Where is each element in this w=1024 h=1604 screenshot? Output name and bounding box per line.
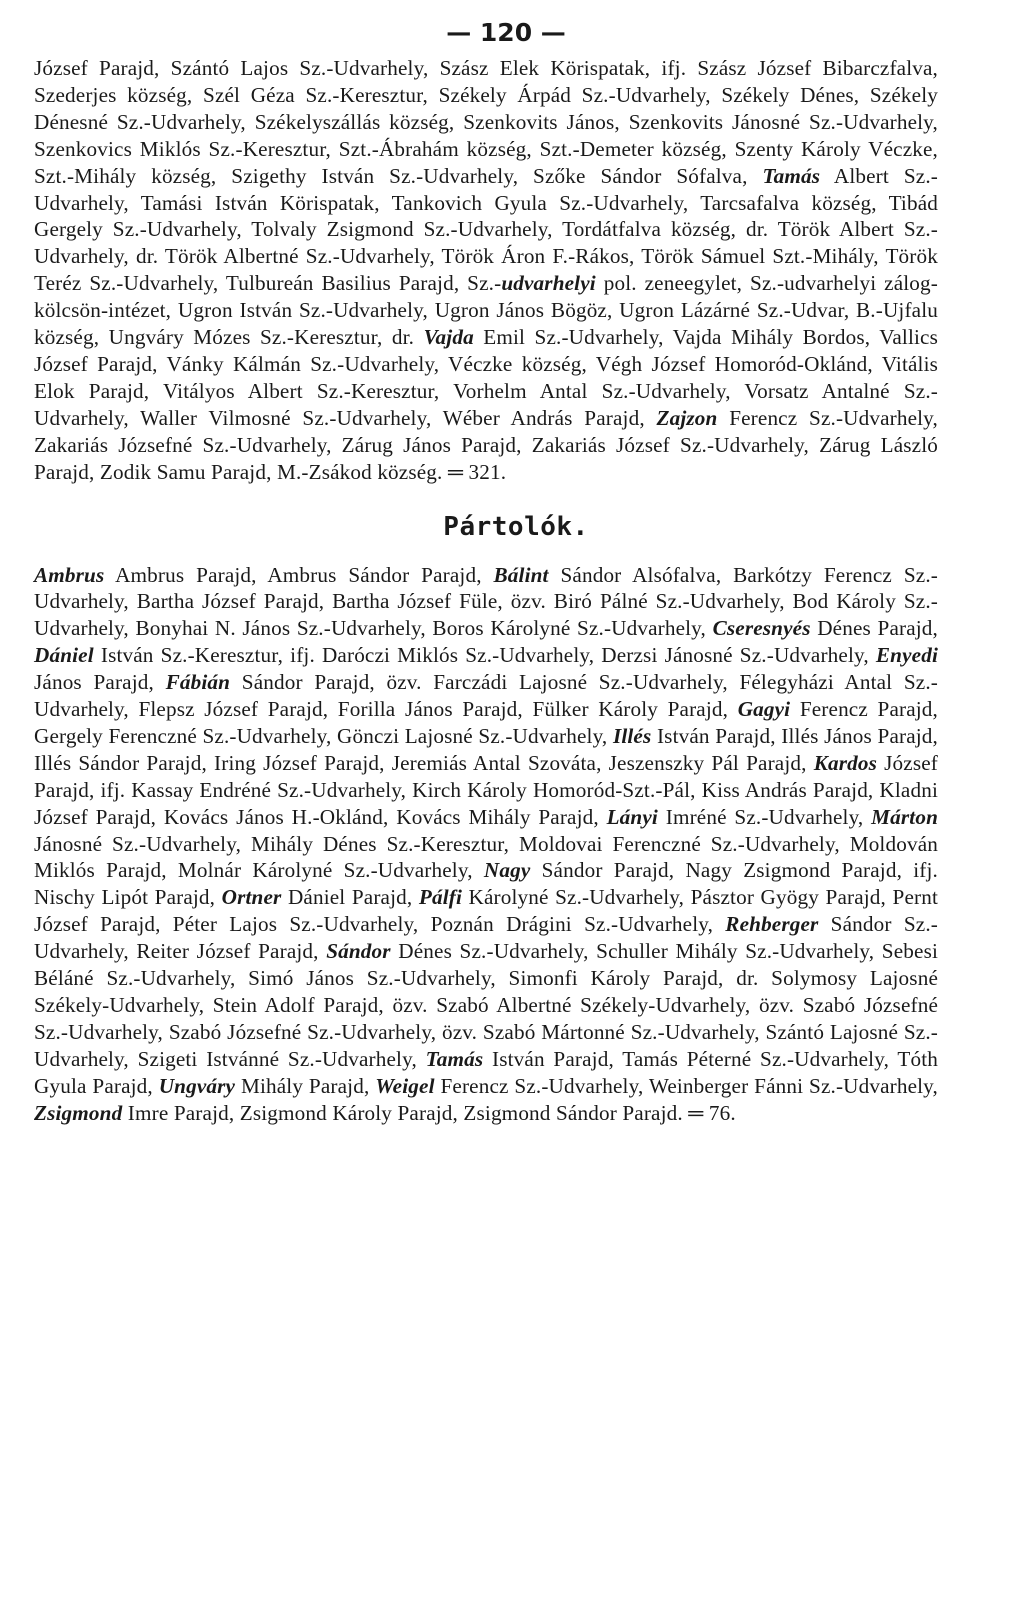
emphasized-name: Kardos [813,750,878,775]
supporters-list-paragraph [34,562,938,1127]
text-run: pol. zeneegylet, Sz.-udvarhelyi zálog-kölcsön-intézet, Ugron István Sz.-Udvarhely, Ugron János Bögöz, Ugron Lázárné Sz.-Udvar, B.-Ujfalu község, Ungváry Mózes Sz.-Keresztur, dr. [34,271,938,350]
emphasized-name: Bálint [493,562,549,587]
document-page [34,18,938,1127]
emphasized-name: Zajzon [656,405,718,430]
emphasized-name: udvarhelyi [501,271,596,296]
text-run: Sándor Alsófalva, Barkótzy Ferencz Sz.-Udvarhely, Bartha József Parajd, Bartha József Füle, özv. Biró Pálné Sz.-Udvarhely, Bod Károly Sz.-Udvarhely, Bonyhai N. János Sz.-Udvarhely, Boros Károlyné Sz.-Udvarhely, [34,562,938,641]
text-run: Sándor Parajd, özv. Farczádi Lajosné Sz.-Udvarhely, Félegyházi Antal Sz.-Udvarhely, Flepsz József Parajd, Forilla János Parajd, Fülker Károly Parajd, [34,670,938,722]
text-run: Dénes Sz.-Udvarhely, Schuller Mihály Sz.-Udvarhely, Sebesi Béláné Sz.-Udvarhely, Simó János Sz.-Udvarhely, Simonfi Károly Parajd, dr. Solymosy Lajosné Székely-Udvarhely, Stein Adolf Parajd, özv. Szabó Albertné Székely-Udvarhely, özv. Szabó Józsefné Sz.-Udvarhely, Szabó Józsefné Sz.-Udvarhely, özv. Szabó Mártonné Sz.-Udvarhely, Szántó Lajosné Sz.-Udvarhely, Szigeti Istvánné Sz.-Udvarhely, [34,939,939,1071]
text-run: Ferencz Sz.-Udvarhely, Zakariás Józsefné Sz.-Udvarhely, Zárug János Parajd, Zakariás József Sz.-Udvarhely, Zárug László Parajd, Zodik Samu Parajd, M.-Zsákod község. ═ 321. [34,405,938,484]
emphasized-name: Tamás [762,163,821,188]
section-heading-supporters: Pártolók. [443,511,589,542]
text-run: János Parajd, [34,670,166,695]
text-run: József Parajd, ifj. Kassay Endréné Sz.-Udvarhely, Kirch Károly Homoród-Szt.-Pál, Kiss András Parajd, Kladni József Parajd, Kovács János H.-Oklánd, Kovács Mihály Parajd, [34,750,939,829]
emphasized-name: Ungváry [158,1073,236,1098]
text-run: Sándor Sz.-Udvarhely, Reiter József Parajd, [34,912,938,964]
text-run: Mihály Parajd, [235,1073,376,1098]
text-run: Károlyné Sz.-Udvarhely, Pásztor Gyögy Parajd, Pernt József Parajd, Péter Lajos Sz.-Udvarhely, Poznán Drágini Sz.-Udvarhely, [34,885,938,937]
emphasized-name: Fábián [165,670,231,695]
emphasized-name: Zsigmond [34,1100,123,1125]
text-run: István Parajd, Illés János Parajd, Illés Sándor Parajd, Iring József Parajd, Jeremiás Antal Szováta, Jeszenszky Pál Parajd, [34,723,938,775]
text-run: István Parajd, Tamás Péterné Sz.-Udvarhely, Tóth Gyula Parajd, [34,1046,938,1098]
text-run: József Parajd, Szántó Lajos Sz.-Udvarhely, Szász Elek Körispatak, ifj. Szász József Bibarczfalva, Szederjes község, Szél Géza Sz.-Keresztur, Székely Árpád Sz.-Udvarhely, Székely Dénes, Székely Dénesné Sz.-Udvarhely, Székelyszállás község, Szenkovits János, Szenkovits Jánosné Sz.-Udvarhely, Szenkovics Miklós Sz.-Keresztur, Szt.-Ábrahám község, Szt.-Demeter község, Szenty Károly Véczke, Szt.-Mihály község, Szigethy István Sz.-Udvarhely, Szőke Sándor Sófalva, [34,56,938,188]
text-run: Ferencz Parajd, Gergely Ferenczné Sz.-Udvarhely, Gönczi Lajosné Sz.-Udvarhely, [34,697,938,748]
text-run: Imre Parajd, Zsigmond Károly Parajd, Zsigmond Sándor Parajd. ═ 76. [122,1100,736,1125]
emphasized-name: Sándor [326,939,391,964]
text-run: Albert Sz.-Udvarhely, Tamási István Körispatak, Tankovich Gyula Sz.-Udvarhely, Tarcsafalva község, Tibád Gergely Sz.-Udvarhely, Tolvaly Zsigmond Sz.-Udvarhely, Tordátfalva község, dr. Török Albert Sz.-Udvarhely, dr. Török Albertné Sz.-Udvarhely, Török Áron F.-Rákos, Török Sámuel Szt.-Mihály, Török Teréz Sz.-Udvarhely, Tulbureán Basilius Parajd, Sz.- [34,163,938,296]
emphasized-name: Illés [612,723,652,748]
text-run: Ferencz Sz.-Udvarhely, Weinberger Fánni Sz.-Udvarhely, [434,1073,938,1098]
text-run: Jánosné Sz.-Udvarhely, Mihály Dénes Sz.-Keresztur, Moldovai Ferenczné Sz.-Udvarhely, Moldován Miklós Parajd, Molnár Károlyné Sz.-Udvarhely, [34,831,938,883]
emphasized-name: Dániel [34,643,94,668]
text-run: Imréné Sz.-Udvarhely, [657,804,872,829]
members-list-paragraph [34,55,938,486]
emphasized-name: Enyedi [875,643,938,668]
emphasized-name: Tamás [425,1046,484,1071]
emphasized-name: Ortner [221,885,282,910]
emphasized-name: Vajda [423,325,474,350]
text-run: Dániel Parajd, [281,885,419,910]
text-run: Ambrus Parajd, Ambrus Sándor Parajd, [104,562,494,587]
text-run: Dénes Parajd, [810,616,938,641]
emphasized-name: Gagyi [737,697,791,722]
emphasized-name: Lányi [606,804,658,829]
text-run: Sándor Parajd, Nagy Zsigmond Parajd, ifj. Nischy Lipót Parajd, [34,858,938,910]
text-run: Emil Sz.-Udvarhely, Vajda Mihály Bordos, Vallics József Parajd, Vánky Kálmán Sz.-Udvarhely, Véczke község, Végh József Homoród-Oklánd, Vitális Elok Parajd, Vitályos Albert Sz.-Keresztur, Vorhelm Antal Sz.-Udvarhely, Vorsatz Antalné Sz.-Udvarhely, Waller Vilmosné Sz.-Udvarhely, Wéber András Parajd, [34,325,938,430]
emphasized-name: Rehberger [725,912,819,937]
emphasized-name: Ambrus [34,562,105,587]
emphasized-name: Márton [871,804,938,829]
page-number: — 120 — [446,18,566,47]
emphasized-name: Cseresnyés [712,616,811,641]
emphasized-name: Nagy [483,858,531,883]
emphasized-name: Pálfi [418,885,462,910]
emphasized-name: Weigel [375,1073,435,1098]
text-run: István Sz.-Keresztur, ifj. Daróczi Miklós Sz.-Udvarhely, Derzsi Jánosné Sz.-Udvarhely, [93,643,876,668]
